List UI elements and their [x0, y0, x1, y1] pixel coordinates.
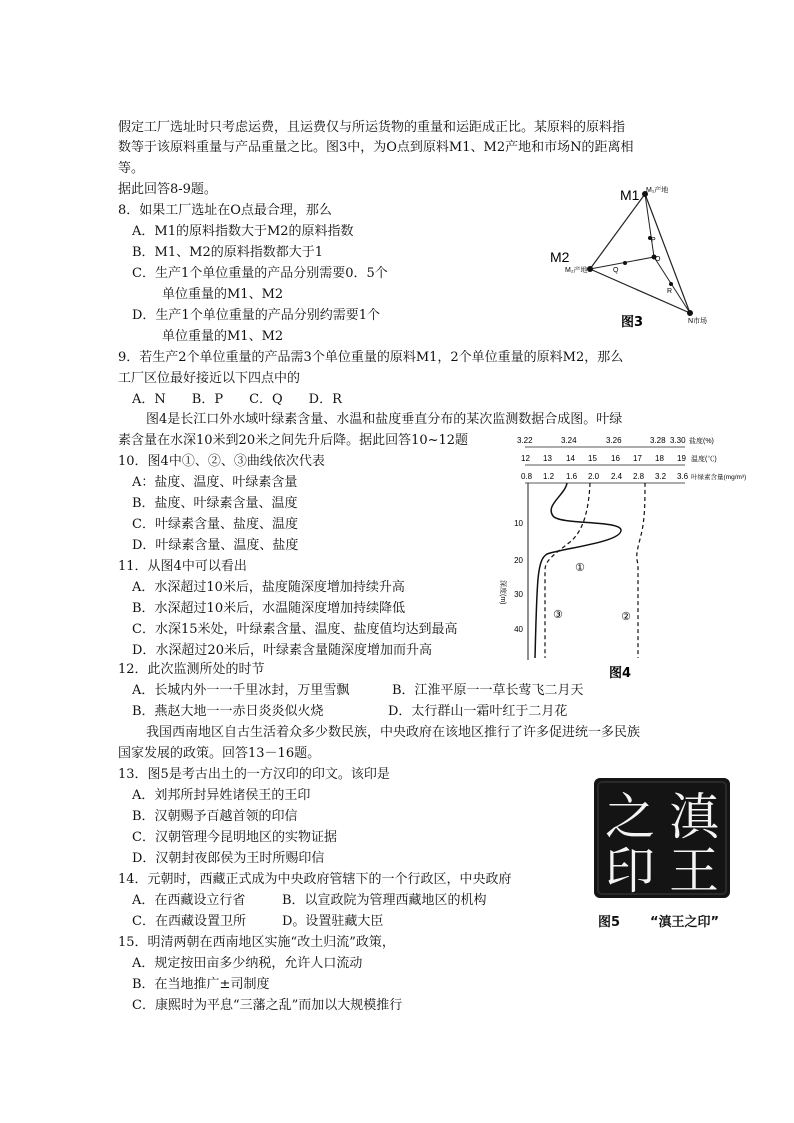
question-11-stem: 11．从图4中可以看出: [118, 559, 247, 574]
figure-5-caption-number: 图5: [598, 915, 621, 930]
intro3-line: 我国西南地区自古生活着众多少数民族，中央政府在该地区推行了许多促进统一多民族: [146, 725, 641, 740]
question-14-option-b: B．以宣政院为管理西藏地区的机构: [282, 893, 487, 908]
salinity-tick: 3.26: [606, 436, 622, 445]
chl-tick: 1.2: [543, 472, 555, 481]
chl-tick: 2.0: [588, 472, 600, 481]
figure-4-chart: [495, 430, 747, 685]
figure-3-caption: 图3: [621, 315, 644, 330]
seal-char: 王: [669, 842, 719, 900]
salinity-tick: 3.28: [650, 436, 666, 445]
question-13-option-a: A．刘邦所封异姓诸侯王的王印: [132, 788, 311, 803]
chl-tick: 3.6: [677, 472, 689, 481]
question-10-option-c: C．叶绿素含量、盐度、温度: [132, 517, 298, 532]
question-13-option-d: D．汉朝封夜郎侯为王时所赐印信: [132, 851, 325, 866]
chl-tick: 3.2: [655, 472, 667, 481]
figure-3-triangle: [545, 180, 735, 335]
depth-tick: 10: [514, 519, 523, 528]
chl-tick: 0.8: [521, 472, 533, 481]
chl-axis-label: 叶绿素含量(mg/m³): [691, 474, 747, 481]
intro2-line: 图4是长江口外水域叶绿素含量、水温和盐度垂直分布的某次监测数据合成图。叶绿: [146, 412, 623, 427]
question-11-option-a: A．水深超过10米后，盐度随深度增加持续升高: [132, 580, 405, 595]
temp-tick: 19: [677, 454, 686, 463]
temp-tick: 14: [566, 454, 575, 463]
seal-char: 滇: [669, 788, 719, 846]
question-12-option-d: D．太行群山一霜叶红于二月花: [388, 704, 568, 719]
label-m1-origin: M₁产地: [646, 187, 669, 194]
salinity-tick: 3.24: [561, 436, 577, 445]
question-9-stem: 9．若生产2个单位重量的产品需3个单位重量的原料M1，2个单位重量的原料M2，那么: [118, 350, 624, 365]
chl-tick: 1.6: [566, 472, 578, 481]
question-10-option-d: D．叶绿素含量、温度、盐度: [132, 538, 299, 553]
label-r: R: [667, 288, 673, 295]
label-n-market: N市场: [688, 318, 708, 325]
question-13-option-b: B．汉朝赐予百越首领的印信: [132, 809, 298, 824]
curve-2: [637, 483, 645, 658]
question-10-option-a: A：盐度、温度、叶绿素含量: [132, 475, 298, 490]
question-12-stem: 12．此次监测所处的时节: [118, 662, 265, 677]
question-14-option-a: A．在西藏设立行省: [132, 893, 246, 908]
question-14-stem: 14．元朝时，西藏正式成为中央政府管辖下的一个行政区，中央政府: [118, 872, 512, 887]
intro2-line: 素含量在水深10米到20米之间先升后降。据此回答10~12题: [118, 433, 469, 448]
temp-tick: 18: [655, 454, 664, 463]
question-12-option-c: B．燕赵大地一一赤日炎炎似火烧: [132, 704, 324, 719]
label-q: Q: [613, 267, 619, 274]
question-10-stem: 10．图4中①、②、③曲线依次代表: [118, 454, 325, 469]
question-15-option-b: B．在当地推广±司制度: [132, 977, 270, 992]
intro-line: 假定工厂选址时只考虑运费，且运费仅与所运货物的重量和运距成正比。某原料的原料指: [118, 120, 626, 135]
question-14-option-d: D。设置驻藏大臣: [282, 914, 384, 929]
chl-tick: 2.8: [633, 472, 645, 481]
chl-tick: 2.4: [611, 472, 623, 481]
temp-tick: 12: [521, 454, 530, 463]
temp-axis-label: 温度(℃): [691, 456, 717, 463]
seal-char: 之: [605, 788, 655, 846]
depth-tick: 40: [514, 625, 523, 634]
question-12-option-b: B．江淮平原一一草长莺飞二月天: [392, 683, 584, 698]
question-8-option-a: A．M1的原料指数大于M2的原料指数: [132, 224, 354, 239]
depth-tick: 20: [514, 556, 523, 565]
curve-2-label: ②: [621, 610, 631, 623]
question-9-options: A．N B．P C．Q D．R: [132, 392, 342, 407]
intro-line: 等。: [118, 161, 145, 176]
salinity-tick: 3.22: [517, 436, 533, 445]
question-15-stem: 15．明清两朝在西南地区实施“改土归流”政策，: [118, 935, 395, 950]
question-12-option-a: A．长城内外一一千里冰封，万里雪飘: [132, 683, 350, 698]
temp-tick: 17: [633, 454, 642, 463]
question-8-option-b: B．M1、M2的原料指数都大于1: [132, 245, 323, 260]
intro-line: 数等于该原料重量与产品重量之比。图3中，为O点到原料M1、M2产地和市场N的距离相: [118, 140, 634, 155]
question-13-stem: 13．图5是考古出土的一方汉印的印文。该印是: [118, 767, 390, 782]
question-11-option-b: B．水深超过10米后，水温随深度增加持续降低: [132, 601, 406, 616]
intro3-line: 国家发展的政策。回答13－16题。: [118, 746, 321, 761]
figure-5-caption-title: “滇王之印”: [650, 915, 720, 930]
figure-4-caption: 图4: [609, 666, 632, 681]
temp-tick: 15: [588, 454, 597, 463]
question-15-option-a: A．规定按田亩多少纳税，允许人口流动: [132, 956, 363, 971]
depth-tick: 30: [514, 590, 523, 599]
question-8-option-c: C．生产1个单位重量的产品分别需要0．5个: [132, 266, 388, 281]
question-15-option-c: C．康熙时为平息“三藩之乱”而加以大规模推行: [132, 998, 403, 1013]
salinity-tick: 3.30: [670, 436, 686, 445]
temp-tick: 16: [611, 454, 620, 463]
label-m1: M1: [620, 187, 640, 203]
salinity-axis-label: 盐度(%): [689, 438, 714, 445]
question-9-stem-cont: 工厂区位最好接近以下四点中的: [118, 371, 301, 386]
curve-1-label: ①: [575, 561, 585, 574]
curve-3-label: ③: [553, 608, 563, 621]
intro-line: 据此回答8-9题。: [118, 182, 217, 197]
label-m2: M2: [550, 249, 570, 265]
question-8-option-d: D．生产1个单位重量的产品分别约需要1个: [132, 308, 380, 323]
question-11-option-d: D．水深超过20米后，叶绿素含量随深度增加而升高: [132, 643, 432, 658]
question-8-option-d-cont: 单位重量的M1、M2: [162, 329, 284, 344]
question-14-option-c: C．在西藏设置卫所: [132, 914, 246, 929]
label-m2-origin: M₂产地: [565, 267, 588, 274]
label-o: O: [655, 256, 661, 263]
depth-axis-label: 深度(m): [499, 580, 506, 605]
question-11-option-c: C．水深15米处，叶绿素含量、温度、盐度值均达到最高: [132, 622, 458, 637]
question-8-stem: 8．如果工厂选址在O点最合理，那么: [118, 203, 332, 218]
temp-tick: 13: [543, 454, 552, 463]
question-13-option-c: C．汉朝管理今昆明地区的实物证据: [132, 830, 337, 845]
seal-char: 印: [605, 842, 655, 900]
label-p: P: [651, 237, 656, 244]
figure-5-seal: [594, 778, 730, 898]
question-8-option-c-cont: 单位重量的M1、M2: [162, 287, 284, 302]
question-10-option-b: B．盐度、叶绿素含量、温度: [132, 496, 298, 511]
